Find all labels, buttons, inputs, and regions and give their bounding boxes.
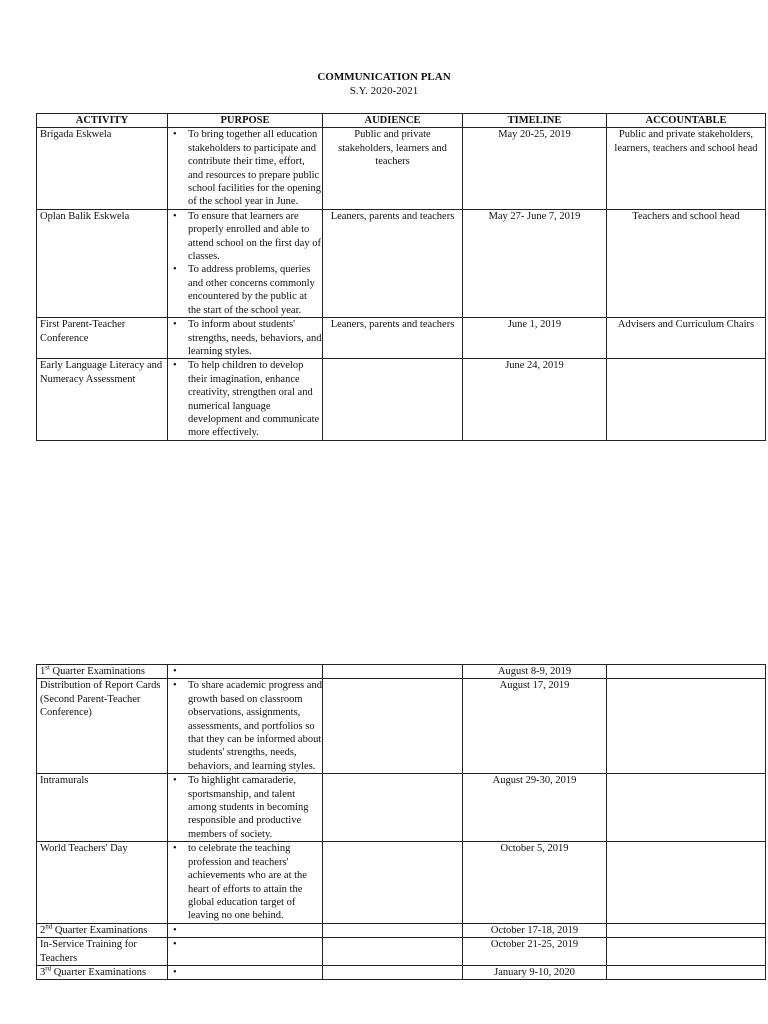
accountable-cell: [607, 938, 766, 966]
purpose-cell: [168, 938, 323, 966]
table-row: [37, 128, 766, 209]
accountable-cell: [607, 923, 766, 937]
purpose-cell: [168, 359, 323, 440]
audience-cell: [323, 842, 463, 923]
col-header-purpose: PURPOSE: [168, 114, 323, 128]
timeline-cell: January 9-10, 2020: [463, 965, 607, 979]
purpose-cell: [168, 923, 323, 937]
col-header-timeline: TIMELINE: [463, 114, 607, 128]
accountable-cell: [607, 359, 766, 440]
timeline-cell: August 29-30, 2019: [463, 774, 607, 842]
table-row: [37, 965, 766, 979]
timeline-cell: June 24, 2019: [463, 359, 607, 440]
table-row: [37, 318, 766, 359]
audience-cell: Leaners, parents and teachers: [323, 318, 463, 359]
purpose-cell: [168, 318, 323, 359]
table-row: [37, 665, 766, 679]
table-row: [37, 938, 766, 966]
col-header-audience: AUDIENCE: [323, 114, 463, 128]
document-title: COMMUNICATION PLAN: [317, 71, 451, 83]
activity-cell: 2nd Quarter Examinations: [37, 923, 168, 937]
audience-cell: [323, 679, 463, 774]
table-row: [37, 923, 766, 937]
accountable-cell: [607, 842, 766, 923]
accountable-cell: [607, 774, 766, 842]
audience-cell: [323, 923, 463, 937]
audience-cell: Leaners, parents and teachers: [323, 209, 463, 317]
timeline-cell: August 8-9, 2019: [463, 665, 607, 679]
purpose-bullet: • To share academic progress and growth based on classroom observations, assignments, assessments, and portfolios so that they can be informed about students' strengths, needs, behaviors, and learning styles.: [188, 679, 322, 773]
activity-cell: World Teachers' Day: [37, 842, 168, 923]
table-header-row: [37, 114, 766, 128]
accountable-cell: Advisers and Curriculum Chairs: [607, 318, 766, 359]
purpose-bullet: • To inform about students' strengths, needs, behaviors, and learning styles.: [188, 318, 322, 358]
activity-cell: 1st Quarter Examinations: [37, 665, 168, 679]
accountable-cell: Public and private stakeholders, learners, teachers and school head: [607, 128, 766, 209]
communication-plan-table-1: [36, 113, 766, 441]
purpose-cell: [168, 842, 323, 923]
purpose-bullet: • To highlight camaraderie, sportsmanship, and talent among students in becoming responsible and productive members of society.: [188, 774, 322, 841]
timeline-cell: May 20-25, 2019: [463, 128, 607, 209]
document-subtitle: S.Y. 2020-2021: [349, 85, 419, 97]
activity-cell: Intramurals: [37, 774, 168, 842]
accountable-cell: [607, 679, 766, 774]
activity-cell: First Parent-Teacher Conference: [37, 318, 168, 359]
activity-cell: In-Service Training for Teachers: [37, 938, 168, 966]
table-row: [37, 774, 766, 842]
timeline-cell: August 17, 2019: [463, 679, 607, 774]
audience-cell: [323, 774, 463, 842]
purpose-bullet: • to celebrate the teaching profession and teachers' achievements who are at the heart of efforts to attain the global education target of leaving no one behind.: [188, 842, 322, 922]
audience-cell: [323, 938, 463, 966]
purpose-cell: [168, 965, 323, 979]
timeline-cell: June 1, 2019: [463, 318, 607, 359]
table-row: [37, 359, 766, 440]
purpose-bullet: [188, 966, 322, 979]
timeline-cell: October 17-18, 2019: [463, 923, 607, 937]
audience-cell: [323, 665, 463, 679]
audience-cell: [323, 359, 463, 440]
table-row: [37, 842, 766, 923]
purpose-cell: [168, 128, 323, 209]
timeline-cell: October 5, 2019: [463, 842, 607, 923]
activity-cell: Oplan Balik Eskwela: [37, 209, 168, 317]
purpose-cell: [168, 665, 323, 679]
accountable-cell: [607, 965, 766, 979]
table-row: [37, 209, 766, 317]
audience-cell: Public and private stakeholders, learners and teachers: [323, 128, 463, 209]
audience-cell: [323, 965, 463, 979]
purpose-bullet: • To bring together all education stakeholders to participate and contribute their time, effort, and resources to prepare public school facilities for the opening of the school year in June.: [188, 128, 322, 208]
col-header-accountable: ACCOUNTABLE: [607, 114, 766, 128]
activity-cell: Distribution of Report Cards (Second Parent-Teacher Conference): [37, 679, 168, 774]
purpose-cell: [168, 774, 323, 842]
table-row: [37, 679, 766, 774]
purpose-cell: [168, 209, 323, 317]
activity-cell: 3rd Quarter Examinations: [37, 965, 168, 979]
accountable-cell: [607, 665, 766, 679]
communication-plan-table-2: [36, 664, 766, 980]
purpose-cell: [168, 679, 323, 774]
purpose-bullet: [188, 665, 322, 678]
purpose-bullet: [188, 938, 322, 951]
col-header-activity: ACTIVITY: [37, 114, 168, 128]
activity-cell: Brigada Eskwela: [37, 128, 168, 209]
purpose-bullet: • To address problems, queries and other concerns commonly encountered by the public at the start of the school year.: [188, 263, 322, 317]
purpose-bullet: • To help children to develop their imagination, enhance creativity, strengthen oral and numerical language development and communicate more effectively.: [188, 359, 322, 439]
timeline-cell: October 21-25, 2019: [463, 938, 607, 966]
activity-cell: Early Language Literacy and Numeracy Assessment: [37, 359, 168, 440]
purpose-bullet: • To ensure that learners are properly enrolled and able to attend school on the first day of classes.: [188, 210, 322, 264]
purpose-bullet: [188, 924, 322, 937]
accountable-cell: Teachers and school head: [607, 209, 766, 317]
timeline-cell: May 27- June 7, 2019: [463, 209, 607, 317]
